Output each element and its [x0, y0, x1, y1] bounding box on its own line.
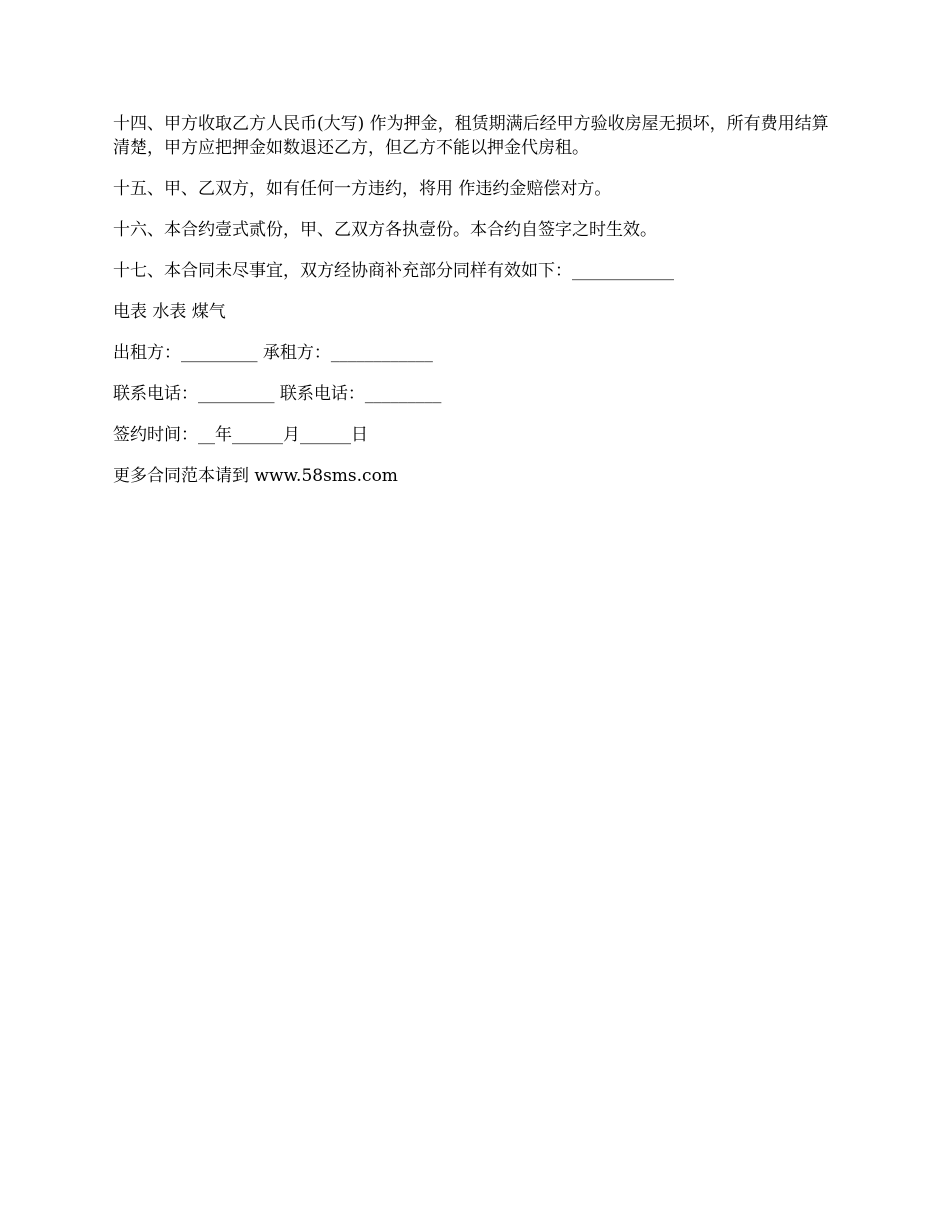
clause-14: 十四、甲方收取乙方人民币(大写) 作为押金，租赁期满后经甲方验收房屋无损坏，所有费用结算清楚，甲方应把押金如数退还乙方，但乙方不能以押金代房租。 — [113, 114, 829, 158]
parties-line: 出租方：_________ 承租方：____________ — [113, 343, 433, 363]
meters-line: 电表 水表 煤气 — [113, 302, 226, 322]
date-line: 签约时间：__年______月______日 — [113, 425, 368, 445]
footer-line: 更多合同范本请到 www.58sms.com — [113, 466, 398, 486]
clause-16: 十六、本合约壹式贰份，甲、乙双方各执壹份。本合约自签字之时生效。 — [113, 220, 657, 240]
clause-15: 十五、甲、乙双方，如有任何一方违约，将用 作违约金赔偿对方。 — [113, 179, 612, 199]
contract-page — [113, 112, 843, 505]
clause-17: 十七、本合同未尽事宜，双方经协商补充部分同样有效如下：____________ — [113, 261, 674, 281]
phones-line: 联系电话：_________ 联系电话：_________ — [113, 384, 442, 404]
